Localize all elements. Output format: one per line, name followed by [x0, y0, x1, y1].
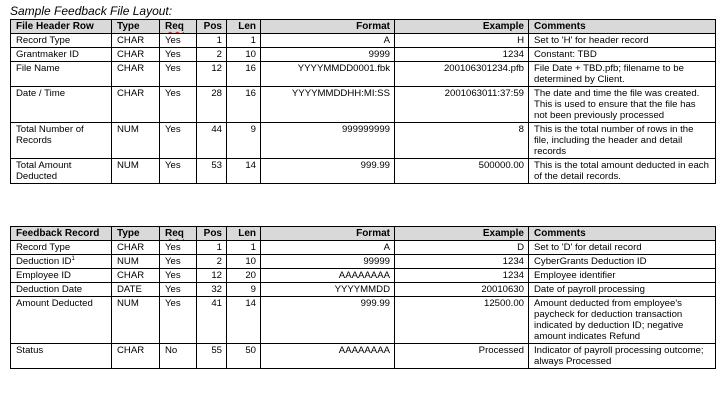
- field-name-cell: Employee ID: [11, 269, 112, 283]
- format-cell: 999.99: [261, 297, 395, 344]
- table-row: [11, 344, 716, 369]
- field-name-cell: Amount Deducted: [11, 297, 112, 344]
- format-cell: A: [261, 241, 395, 255]
- type-cell: NUM: [112, 297, 160, 344]
- example-cell: D: [395, 241, 529, 255]
- example-cell: 1234: [395, 48, 529, 62]
- col-pos: Pos: [197, 227, 227, 241]
- req-cell: Yes: [160, 255, 197, 269]
- example-cell: 200106301234.pfb: [395, 62, 529, 87]
- field-name-cell: Deduction $ID^1$: [11, 255, 112, 269]
- table-row: [11, 123, 716, 159]
- table-row: [11, 255, 716, 269]
- len-cell: 10: [227, 48, 261, 62]
- req-cell: Yes: [160, 159, 197, 184]
- type-cell: DATE: [112, 283, 160, 297]
- format-cell: AAAAAAAA: [261, 344, 395, 369]
- col-pos: Pos: [197, 20, 227, 34]
- type-cell: CHAR: [112, 87, 160, 123]
- header-first-col: Feedback Record: [11, 227, 112, 241]
- req-cell: Yes: [160, 123, 197, 159]
- len-cell: 16: [227, 87, 261, 123]
- len-cell: 50: [227, 344, 261, 369]
- len-cell: 14: [227, 297, 261, 344]
- comments-cell: Amount deducted from employee's paycheck for deduction transaction indicated by deduction ID; negative amount indicates Refund: [529, 297, 716, 344]
- req-cell: No: [160, 344, 197, 369]
- pos-cell: 44: [197, 123, 227, 159]
- type-cell: NUM: [112, 159, 160, 184]
- col-format: Format: [261, 20, 395, 34]
- table-header-row: [11, 227, 716, 241]
- type-cell: CHAR: [112, 241, 160, 255]
- type-cell: CHAR: [112, 48, 160, 62]
- pos-cell: 2: [197, 255, 227, 269]
- req-cell: Yes: [160, 87, 197, 123]
- col-len: Len: [227, 20, 261, 34]
- pos-cell: 1: [197, 241, 227, 255]
- req-cell: Yes: [160, 283, 197, 297]
- pos-cell: 12: [197, 269, 227, 283]
- field-name-cell: Deduction Date: [11, 283, 112, 297]
- example-cell: Processed: [395, 344, 529, 369]
- pos-cell: 28: [197, 87, 227, 123]
- len-cell: 20: [227, 269, 261, 283]
- table-header-row: [11, 20, 716, 34]
- col-req: Req: [160, 227, 197, 241]
- table-row: [11, 269, 716, 283]
- pos-cell: 32: [197, 283, 227, 297]
- len-cell: 14: [227, 159, 261, 184]
- field-name-cell: Record Type: [11, 34, 112, 48]
- table-row: [11, 87, 716, 123]
- comments-cell: File Date + TBD.pfb; filename to be determined by Client.: [529, 62, 716, 87]
- header-first-col: File Header Row: [11, 20, 112, 34]
- col-comments: Comments: [529, 20, 716, 34]
- field-name-cell: Status: [11, 344, 112, 369]
- type-cell: CHAR: [112, 62, 160, 87]
- req-cell: Yes: [160, 269, 197, 283]
- pos-cell: 12: [197, 62, 227, 87]
- example-cell: 500000.00: [395, 159, 529, 184]
- pos-cell: 1: [197, 34, 227, 48]
- format-cell: YYYYMMDD0001.fbk: [261, 62, 395, 87]
- len-cell: 10: [227, 255, 261, 269]
- comments-cell: The date and time the file was created. This is used to ensure that the file has not been previously processed: [529, 87, 716, 123]
- field-name-cell: Grantmaker ID: [11, 48, 112, 62]
- format-cell: 999.99: [261, 159, 395, 184]
- type-cell: CHAR: [112, 34, 160, 48]
- table-row: [11, 297, 716, 344]
- len-cell: 1: [227, 34, 261, 48]
- example-cell: 12500.00: [395, 297, 529, 344]
- col-req: Req: [160, 20, 197, 34]
- req-cell: Yes: [160, 241, 197, 255]
- type-cell: CHAR: [112, 269, 160, 283]
- format-cell: 99999: [261, 255, 395, 269]
- example-cell: 2001063011:37:59: [395, 87, 529, 123]
- table-row: [11, 62, 716, 87]
- field-name-cell: Total Amount Deducted: [11, 159, 112, 184]
- field-name-cell: File Name: [11, 62, 112, 87]
- pos-cell: 53: [197, 159, 227, 184]
- example-cell: H: [395, 34, 529, 48]
- example-cell: 1234: [395, 269, 529, 283]
- table-row: [11, 159, 716, 184]
- field-name-cell: Total Number of Records: [11, 123, 112, 159]
- example-cell: 1234: [395, 255, 529, 269]
- req-cell: Yes: [160, 48, 197, 62]
- format-cell: YYYYMMDDHH:MI:SS: [261, 87, 395, 123]
- comments-cell: Constant: TBD: [529, 48, 716, 62]
- type-cell: CHAR: [112, 344, 160, 369]
- example-cell: 8: [395, 123, 529, 159]
- comments-cell: Set to 'H' for header record: [529, 34, 716, 48]
- comments-cell: Employee identifier: [529, 269, 716, 283]
- field-name-cell: Date / Time: [11, 87, 112, 123]
- feedback-record-table: [10, 226, 716, 369]
- len-cell: 9: [227, 283, 261, 297]
- req-cell: Yes: [160, 62, 197, 87]
- table-row: [11, 48, 716, 62]
- example-cell: 20010630: [395, 283, 529, 297]
- format-cell: A: [261, 34, 395, 48]
- comments-cell: Set to 'D' for detail record: [529, 241, 716, 255]
- field-name-cell: Record Type: [11, 241, 112, 255]
- document-title: Sample Feedback File Layout:: [10, 4, 173, 18]
- type-cell: NUM: [112, 255, 160, 269]
- format-cell: 999999999: [261, 123, 395, 159]
- len-cell: 16: [227, 62, 261, 87]
- col-len: Len: [227, 227, 261, 241]
- comments-cell: This is the total number of rows in the file, including the header and detail records: [529, 123, 716, 159]
- req-cell: Yes: [160, 34, 197, 48]
- format-cell: YYYYMMDD: [261, 283, 395, 297]
- pos-cell: 55: [197, 344, 227, 369]
- type-cell: NUM: [112, 123, 160, 159]
- col-format: Format: [261, 227, 395, 241]
- table-row: [11, 283, 716, 297]
- pos-cell: 2: [197, 48, 227, 62]
- col-example: Example: [395, 227, 529, 241]
- format-cell: AAAAAAAA: [261, 269, 395, 283]
- col-example: Example: [395, 20, 529, 34]
- comments-cell: This is the total amount deducted in each of the detail records.: [529, 159, 716, 184]
- footnote-marker: 1: [71, 255, 75, 262]
- len-cell: 9: [227, 123, 261, 159]
- comments-cell: Date of payroll processing: [529, 283, 716, 297]
- table-row: [11, 34, 716, 48]
- req-cell: Yes: [160, 297, 197, 344]
- table-row: [11, 241, 716, 255]
- col-type: Type: [112, 227, 160, 241]
- col-comments: Comments: [529, 227, 716, 241]
- comments-cell: Indicator of payroll processing outcome; always Processed: [529, 344, 716, 369]
- col-type: Type: [112, 20, 160, 34]
- file-header-table: [10, 19, 716, 184]
- len-cell: 1: [227, 241, 261, 255]
- format-cell: 9999: [261, 48, 395, 62]
- pos-cell: 41: [197, 297, 227, 344]
- comments-cell: CyberGrants Deduction ID: [529, 255, 716, 269]
